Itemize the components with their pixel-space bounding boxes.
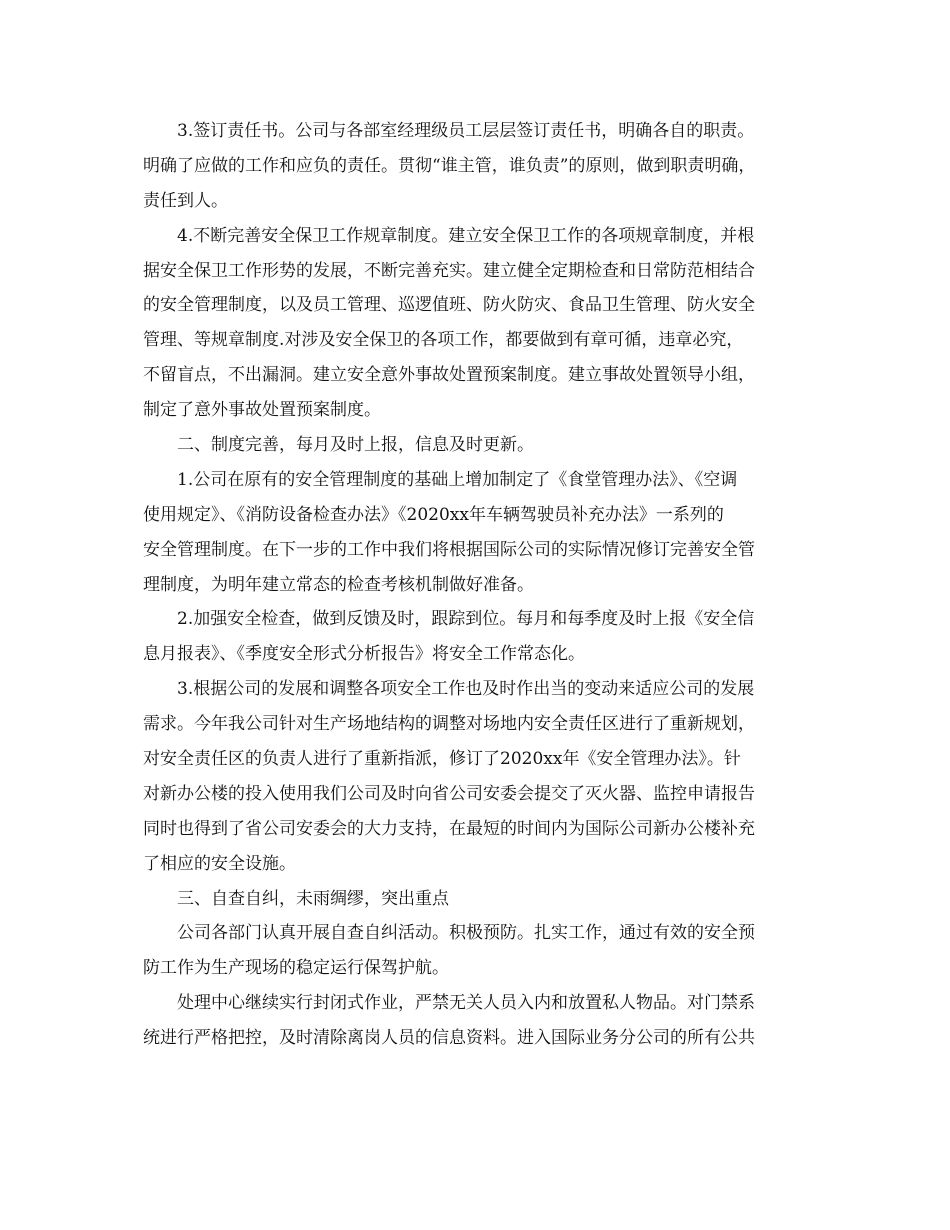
- text-line: 对安全责任区的负责人进行了重新指派，修订了2020xx年《安全管理办法》。针: [143, 749, 741, 770]
- text-line: 3.根据公司的发展和调整各项安全工作也及时作出当的变动来适应公司的发展: [177, 679, 755, 700]
- text-line: 的安全管理制度，以及员工管理、巡逻值班、防火防灾、食品卫生管理、防火安全: [143, 295, 755, 316]
- text-line: 统进行严格把控，及时清除离岗人员的信息资料。进入国际业务分公司的所有公共: [143, 1028, 755, 1049]
- text-line: 同时也得到了省公司安委会的大力支持，在最短的时间内为国际公司新办公楼补充: [143, 818, 755, 839]
- text-line: 据安全保卫工作形势的发展，不断完善充实。建立健全定期检查和日常防范相结合: [143, 260, 755, 281]
- text-line: 对新办公楼的投入使用我们公司及时向省公司安委会提交了灭火器、监控申请报告: [143, 783, 755, 804]
- text-line: 安全管理制度。在下一步的工作中我们将根据国际公司的实际情况修订完善安全管: [143, 539, 755, 560]
- text-line: 1.公司在原有的安全管理制度的基础上增加制定了《食堂管理办法》、《空调: [177, 469, 738, 490]
- text-line: 责任到人。: [143, 190, 228, 211]
- text-line: 息月报表》、《季度安全形式分析报告》将安全工作常态化。: [143, 644, 585, 665]
- text-line: 不留盲点，不出漏洞。建立安全意外事故处置预案制度。建立事故处置领导小组，: [143, 365, 755, 386]
- text-line: 公司各部门认真开展自查自纠活动。积极预防。扎实工作，通过有效的安全预: [177, 923, 755, 944]
- text-line: 明确了应做的工作和应负的责任。贯彻“谁主管，谁负责”的原则，做到职责明确，: [143, 155, 756, 176]
- document-body: [143, 114, 813, 1056]
- text-line: 管理、等规章制度.对涉及安全保卫的各项工作，都要做到有章可循，违章必究，: [143, 330, 744, 351]
- text-line: 处理中心继续实行封闭式作业，严禁无关人员入内和放置私人物品。对门禁系: [177, 993, 755, 1014]
- section-heading: 二、制度完善，每月及时上报，信息及时更新。: [177, 435, 534, 456]
- text-line: 使用规定》、《消防设备检查办法》《2020xx年车辆驾驶员补充办法》一系列的: [143, 504, 724, 525]
- text-line: 了相应的安全设施。: [143, 853, 296, 874]
- text-line: 理制度，为明年建立常态的检查考核机制做好准备。: [143, 574, 534, 595]
- text-line: 需求。今年我公司针对生产场地结构的调整对场地内安全责任区进行了重新规划，: [143, 714, 755, 735]
- text-line: 防工作为生产现场的稳定运行保驾护航。: [143, 958, 449, 979]
- text-line: 3.签订责任书。公司与各部室经理级员工层层签订责任书，明确各自的职责。: [177, 121, 755, 141]
- text-line: 2.加强安全检查，做到反馈及时，跟踪到位。每月和每季度及时上报《安全信: [177, 609, 755, 630]
- text-line: 制定了意外事故处置预案制度。: [143, 400, 381, 421]
- text-line: 4.不断完善安全保卫工作规章制度。建立安全保卫工作的各项规章制度，并根: [177, 225, 755, 246]
- section-heading: 三、自查自纠，未雨绸缪，突出重点: [177, 888, 449, 909]
